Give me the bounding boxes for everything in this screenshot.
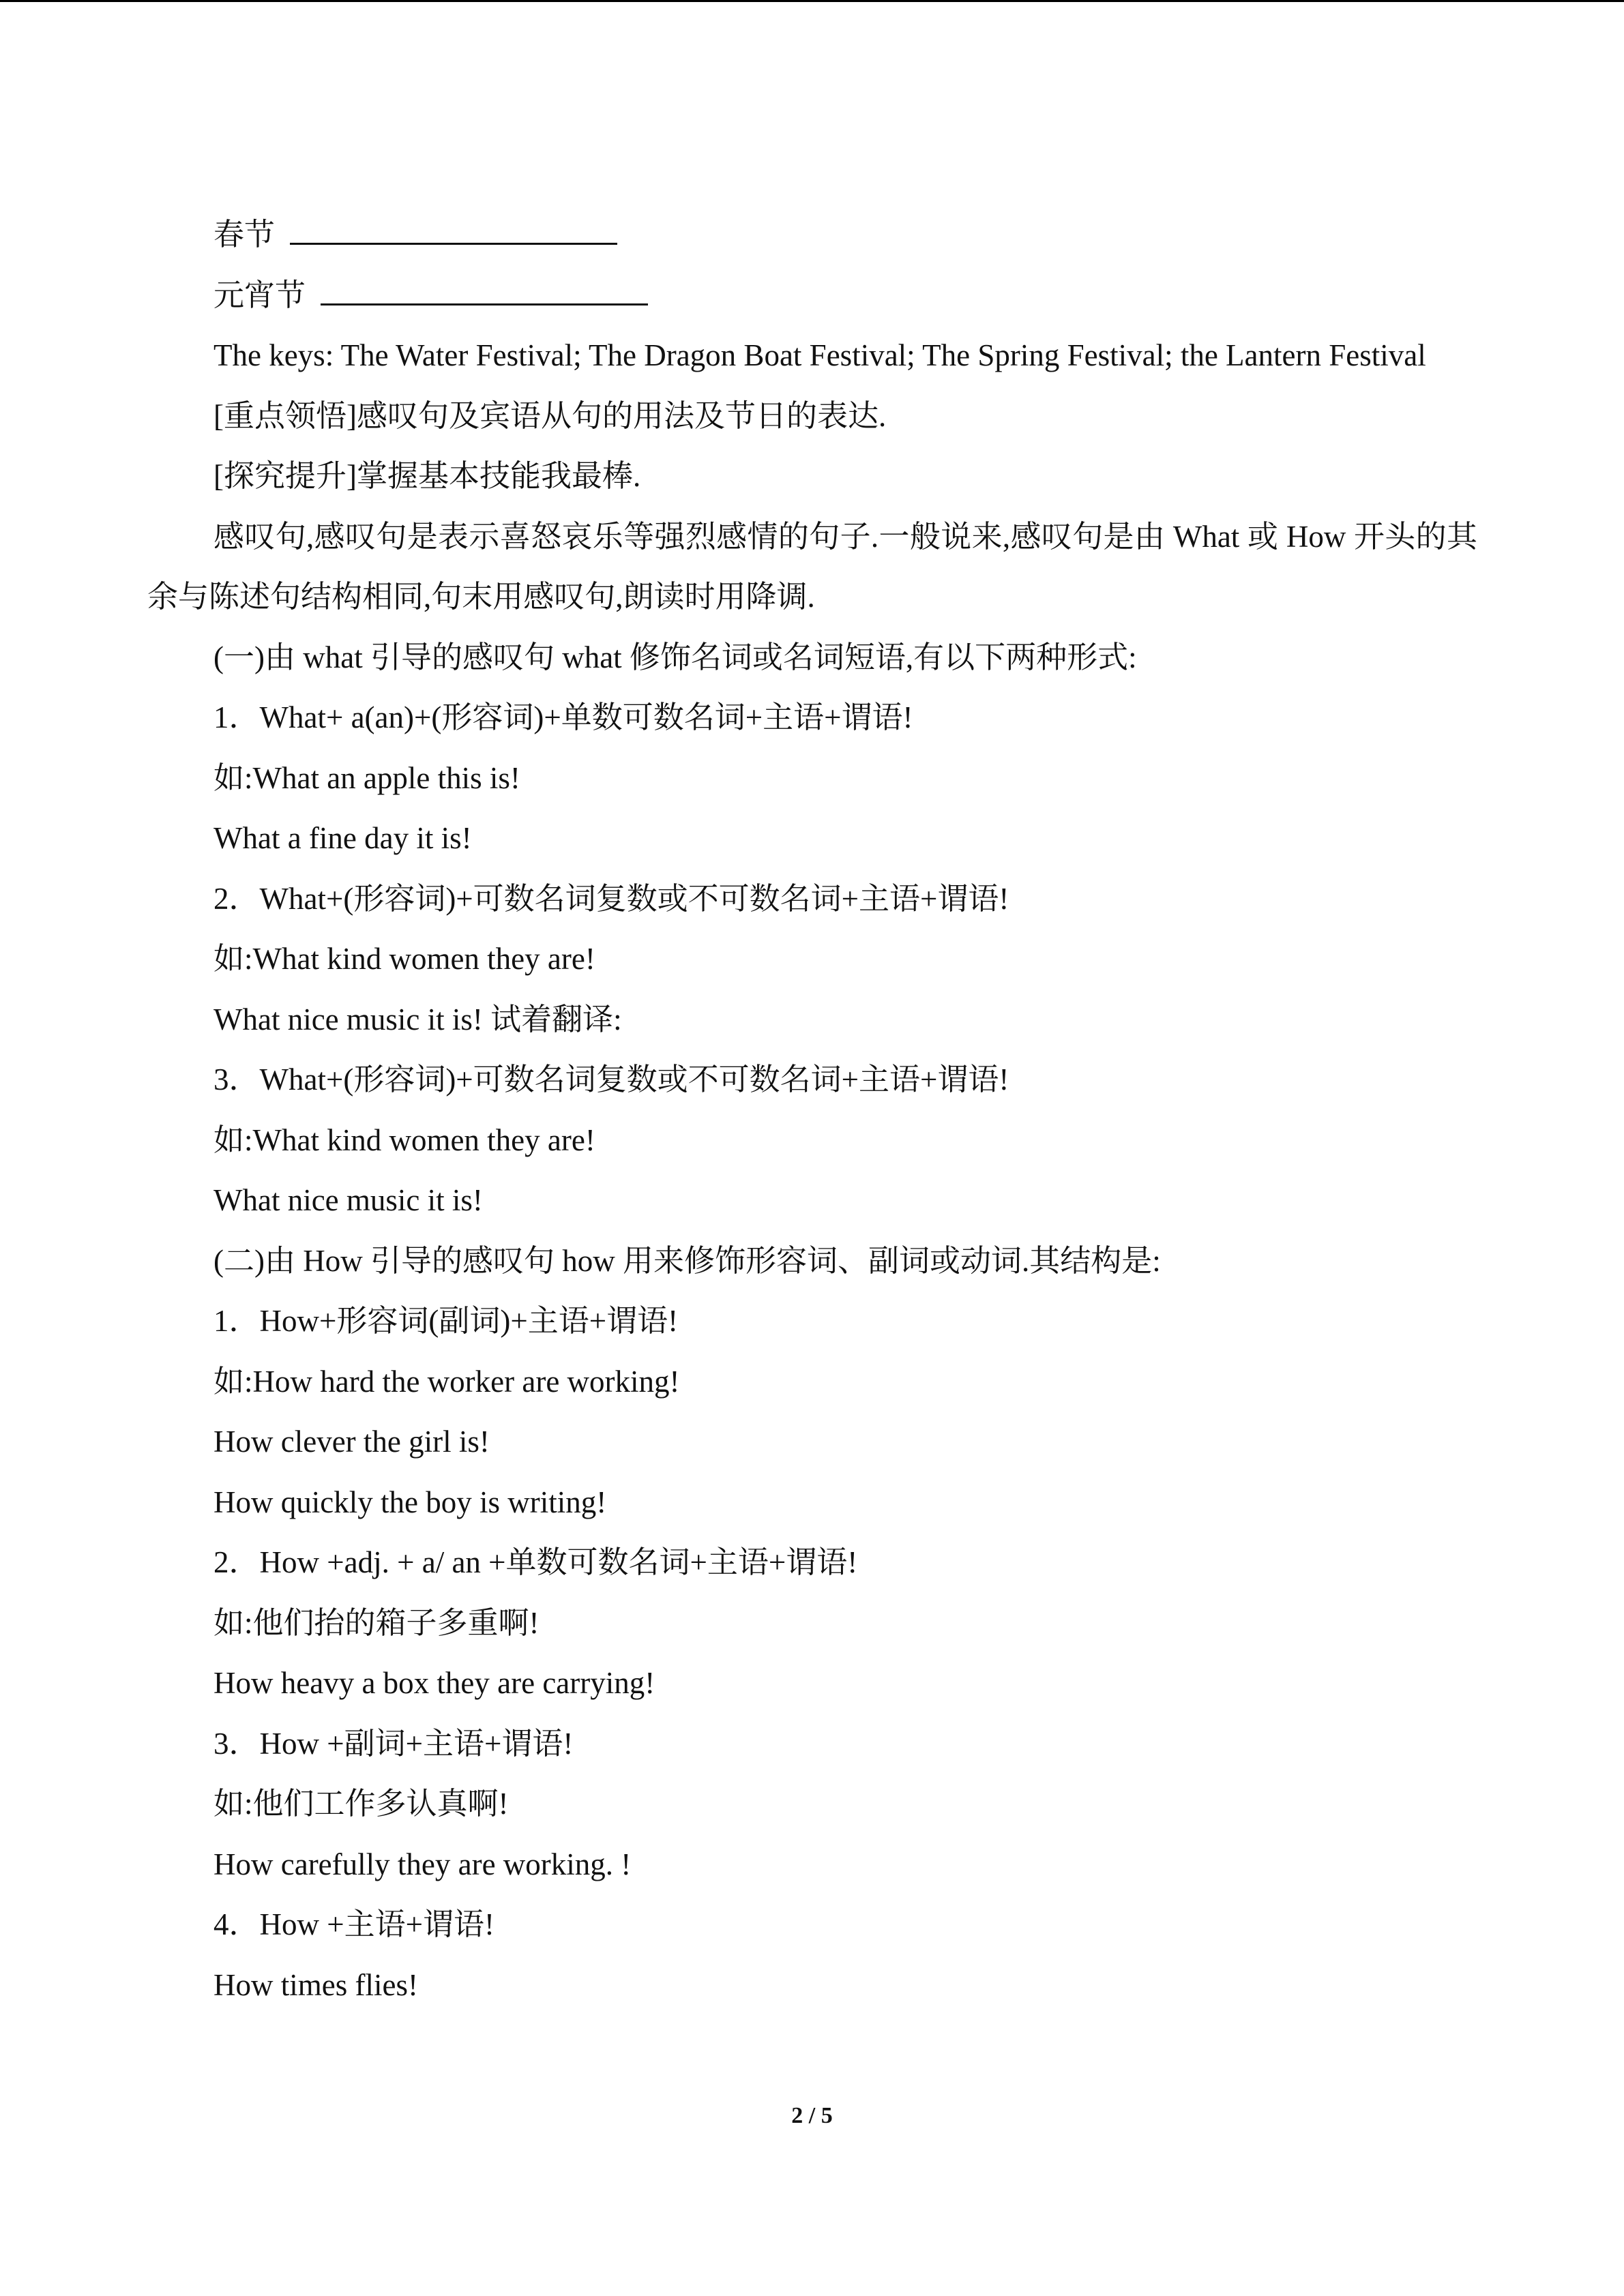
example-line: What nice music it is! <box>213 1183 483 1217</box>
example-line: 如:How hard the worker are working! <box>213 1364 680 1399</box>
explore-heading: [探究提升]掌握基本技能我最棒. <box>213 459 641 493</box>
example-line: What a fine day it is! <box>213 821 472 855</box>
term-label: 春节 <box>213 218 276 252</box>
key-point-heading: [重点领悟]感叹句及宾语从句的用法及节日的表达. <box>213 398 887 433</box>
answer-blank <box>321 275 648 305</box>
rule-line: 3．What+(形容词)+可数名词复数或不可数名词+主语+谓语! <box>213 1062 1009 1097</box>
answer-blank <box>290 214 617 245</box>
example-line: 如:What an apple this is! <box>213 760 520 795</box>
rule-line: 2．How +adj. + a/ an +单数可数名词+主语+谓语! <box>213 1545 858 1579</box>
page-content <box>147 205 1477 2015</box>
example-line: How times flies! <box>213 1967 418 2002</box>
page-number: 2 / 5 <box>791 2103 833 2128</box>
section-what-heading: (一)由 what 引导的感叹句 what 修饰名词或名词短语,有以下两种形式: <box>213 640 1137 674</box>
answer-keys: The keys: The Water Festival; The Dragon Boat Festival; The Spring Festival; the Lantern Festival <box>213 338 1426 372</box>
example-line: How heavy a box they are carrying! <box>213 1666 655 1700</box>
example-line: 如:他们工作多认真啊! <box>213 1787 509 1821</box>
rule-line: 1．What+ a(an)+(形容词)+单数可数名词+主语+谓语! <box>213 700 913 734</box>
example-line: How carefully they are working. ! <box>213 1847 632 1881</box>
example-line: How clever the girl is! <box>213 1425 490 1459</box>
rule-line: 1．How+形容词(副词)+主语+谓语! <box>213 1304 679 1338</box>
section-how-heading: (二)由 How 引导的感叹句 how 用来修饰形容词、副词或动词.其结构是: <box>213 1243 1161 1278</box>
example-line: What nice music it is! 试着翻译: <box>213 1002 622 1037</box>
example-line: 如:他们抬的箱子多重啊! <box>213 1605 540 1640</box>
example-line: How quickly the boy is writing! <box>213 1485 607 1519</box>
rule-line: 2．What+(形容词)+可数名词复数或不可数名词+主语+谓语! <box>213 881 1009 916</box>
blank-line-spring-festival <box>147 205 1477 265</box>
rule-line: 3．How +副词+主语+谓语! <box>213 1726 574 1761</box>
blank-line-lantern-festival <box>147 265 1477 326</box>
example-line: 如:What kind women they are! <box>213 942 595 976</box>
example-line: 如:What kind women they are! <box>213 1122 595 1157</box>
exclamation-intro: 感叹句,感叹句是表示喜怒哀乐等强烈感情的句子.一般说来,感叹句是由 What 或 How 开头的其余与陈述句结构相同,句末用感叹句,朗读时用降调. <box>147 519 1477 614</box>
term-label: 元宵节 <box>213 278 306 312</box>
rule-line: 4．How +主语+谓语! <box>213 1907 494 1941</box>
top-border-line <box>0 0 1624 2</box>
